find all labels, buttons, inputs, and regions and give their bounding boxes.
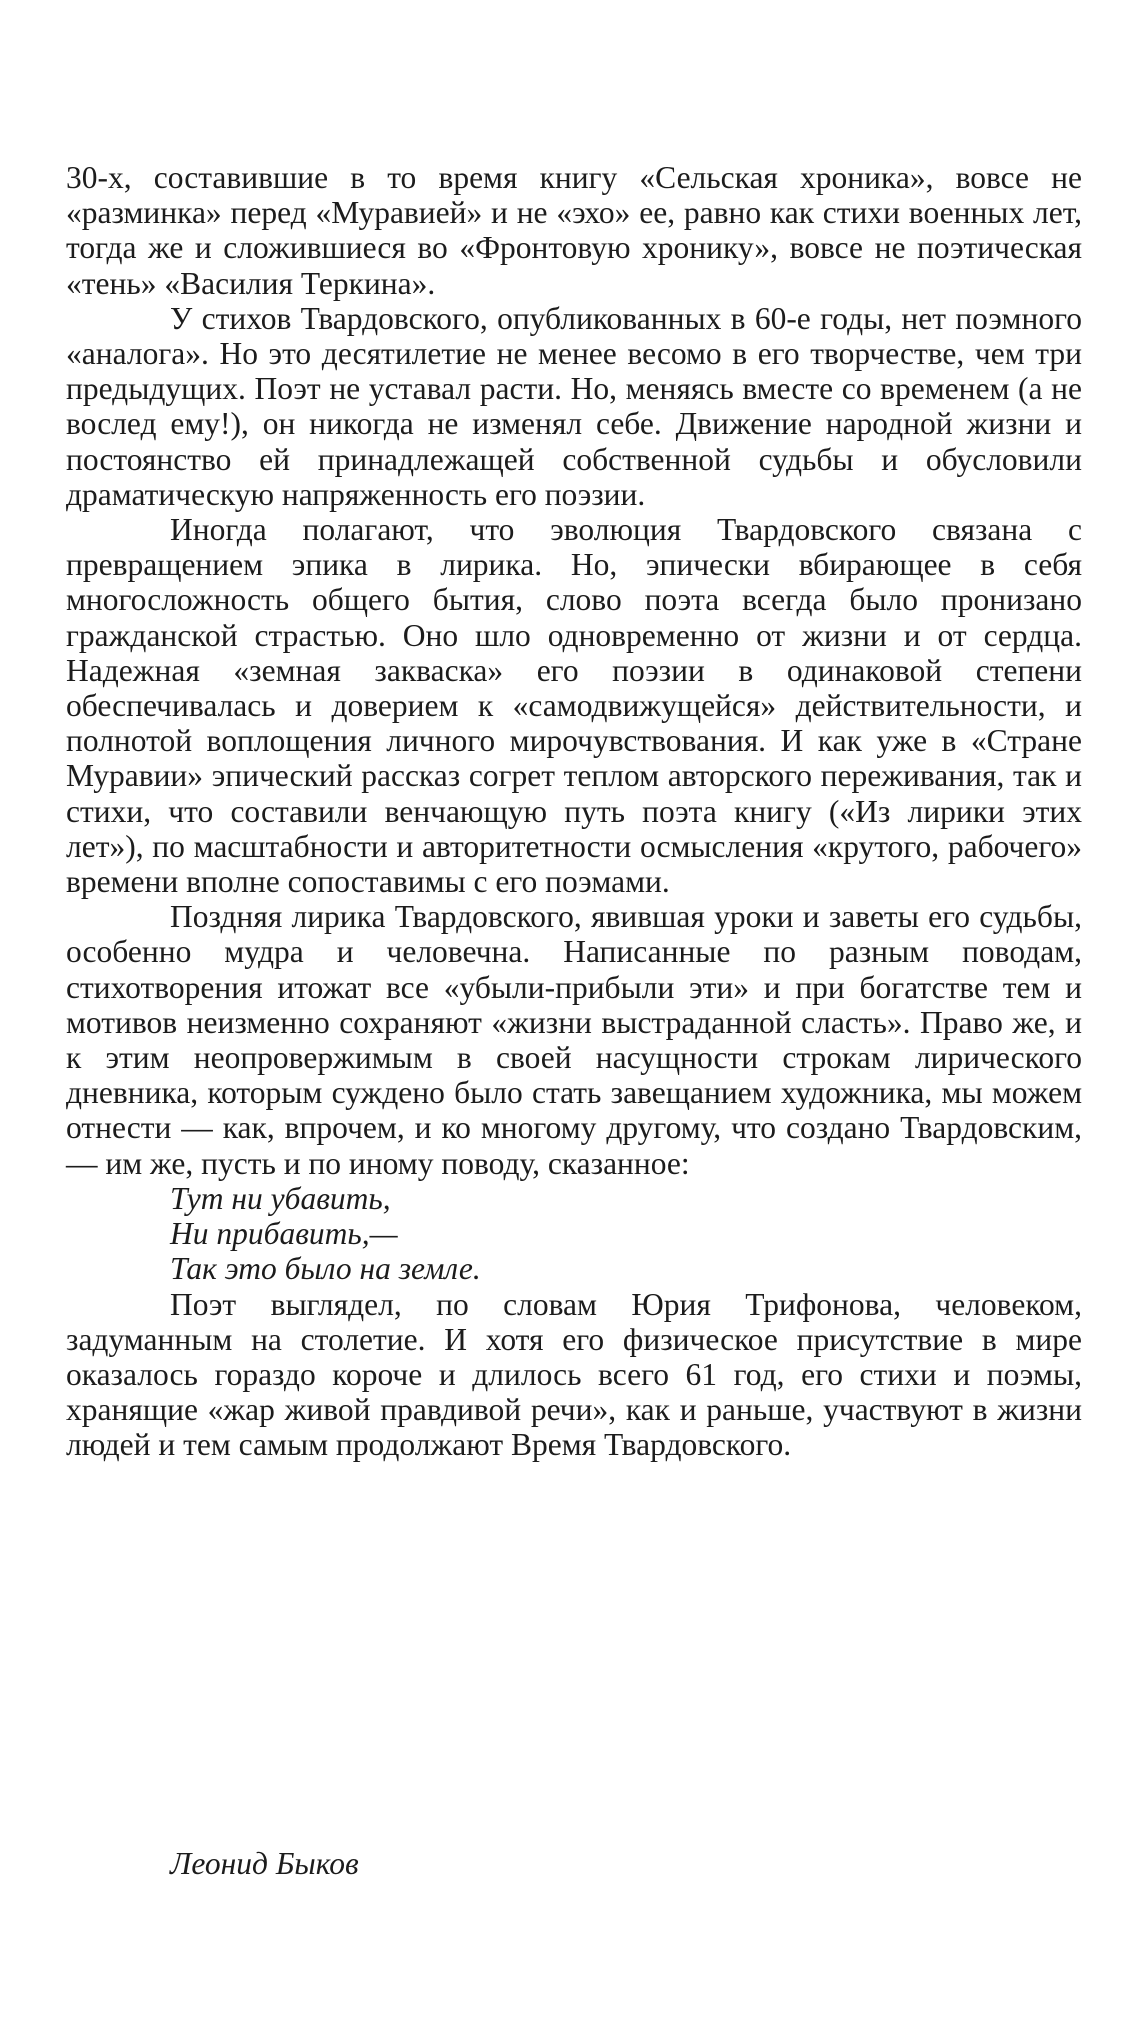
paragraph-continuation: 30-х, составившие в то время книгу «Сельская хроника», вовсе не «разминка» перед «Муравией» и не «эхо» ее, равно как стихи военных лет, тогда же и сложившиеся во «Фронтовую хронику», вовсе не поэтическая «тень» «Василия Теркина». bbox=[66, 160, 1082, 301]
paragraph-sixties-poems: У стихов Твардовского, опубликованных в 60-е годы, нет поэмного «аналога». Но это десятилетие не менее весомо в его творчестве, чем три предыдущих. Поэт не уставал расти. Но, меняясь вместе со временем (а не вослед ему!), он никогда не изменял себе. Движение народной жизни и постоянство ей принадлежащей собственной судьбы и обусловили драматическую напряженность его поэзии. bbox=[66, 300, 1082, 512]
verse-line: Тут ни убавить, bbox=[170, 1180, 391, 1216]
paragraph-closing: Поэт выглядел, по словам Юрия Трифонова, человеком, задуманным на столетие. И хотя его физическое присутствие в мире оказалось гораздо короче и длилось всего 61 год, его стихи и поэмы, хранящие «жар живой правдивой речи», как и раньше, участвуют в жизни людей и тем самым продолжают Время Твардовского. bbox=[66, 1286, 1082, 1463]
verse-line: Ни прибавить,— bbox=[170, 1216, 398, 1252]
author-signature: Леонид Быков bbox=[170, 1846, 359, 1881]
article-body bbox=[66, 160, 1082, 1463]
paragraph-evolution: Иногда полагают, что эволюция Твардовского связана с превращением эпика в лирика. Но, эпически вбирающее в себя многосложность общего бытия, слово поэта всегда было пронизано гражданской страстью. Оно шло одновременно от жизни и от сердца. Надежная «земная закваска» его поэзии в одинаковой степени обеспечивалась и доверием к «самодвижущейся» действительности, и полнотой воплощения личного мирочувствования. И как уже в «Стране Муравии» эпический рассказ согрет теплом авторского переживания, так и стихи, что составили венчающую путь поэта книгу («Из лирики этих лет»), по масштабности и авторитетности осмысления «крутого, рабочего» времени вполне сопоставимы с его поэмами. bbox=[66, 512, 1082, 900]
verse-quote bbox=[170, 1181, 1082, 1287]
paragraph-late-lyrics: Поздняя лирика Твардовского, явившая уроки и заветы его судьбы, особенно мудра и человечна. Написанные по разным поводам, стихотворения итожат все «убыли-прибыли эти» и при богатстве тем и мотивов неизменно сохраняют «жизни выстраданной сласть». Право же, и к этим неопровержимым в своей насущности строкам лирического дневника, которым суждено было стать завещанием художника, мы можем отнести — как, впрочем, и ко многому другому, что создано Твардовским,— им же, пусть и по иному поводу, сказанное: bbox=[66, 899, 1082, 1181]
verse-line: Так это было на земле. bbox=[170, 1251, 481, 1287]
